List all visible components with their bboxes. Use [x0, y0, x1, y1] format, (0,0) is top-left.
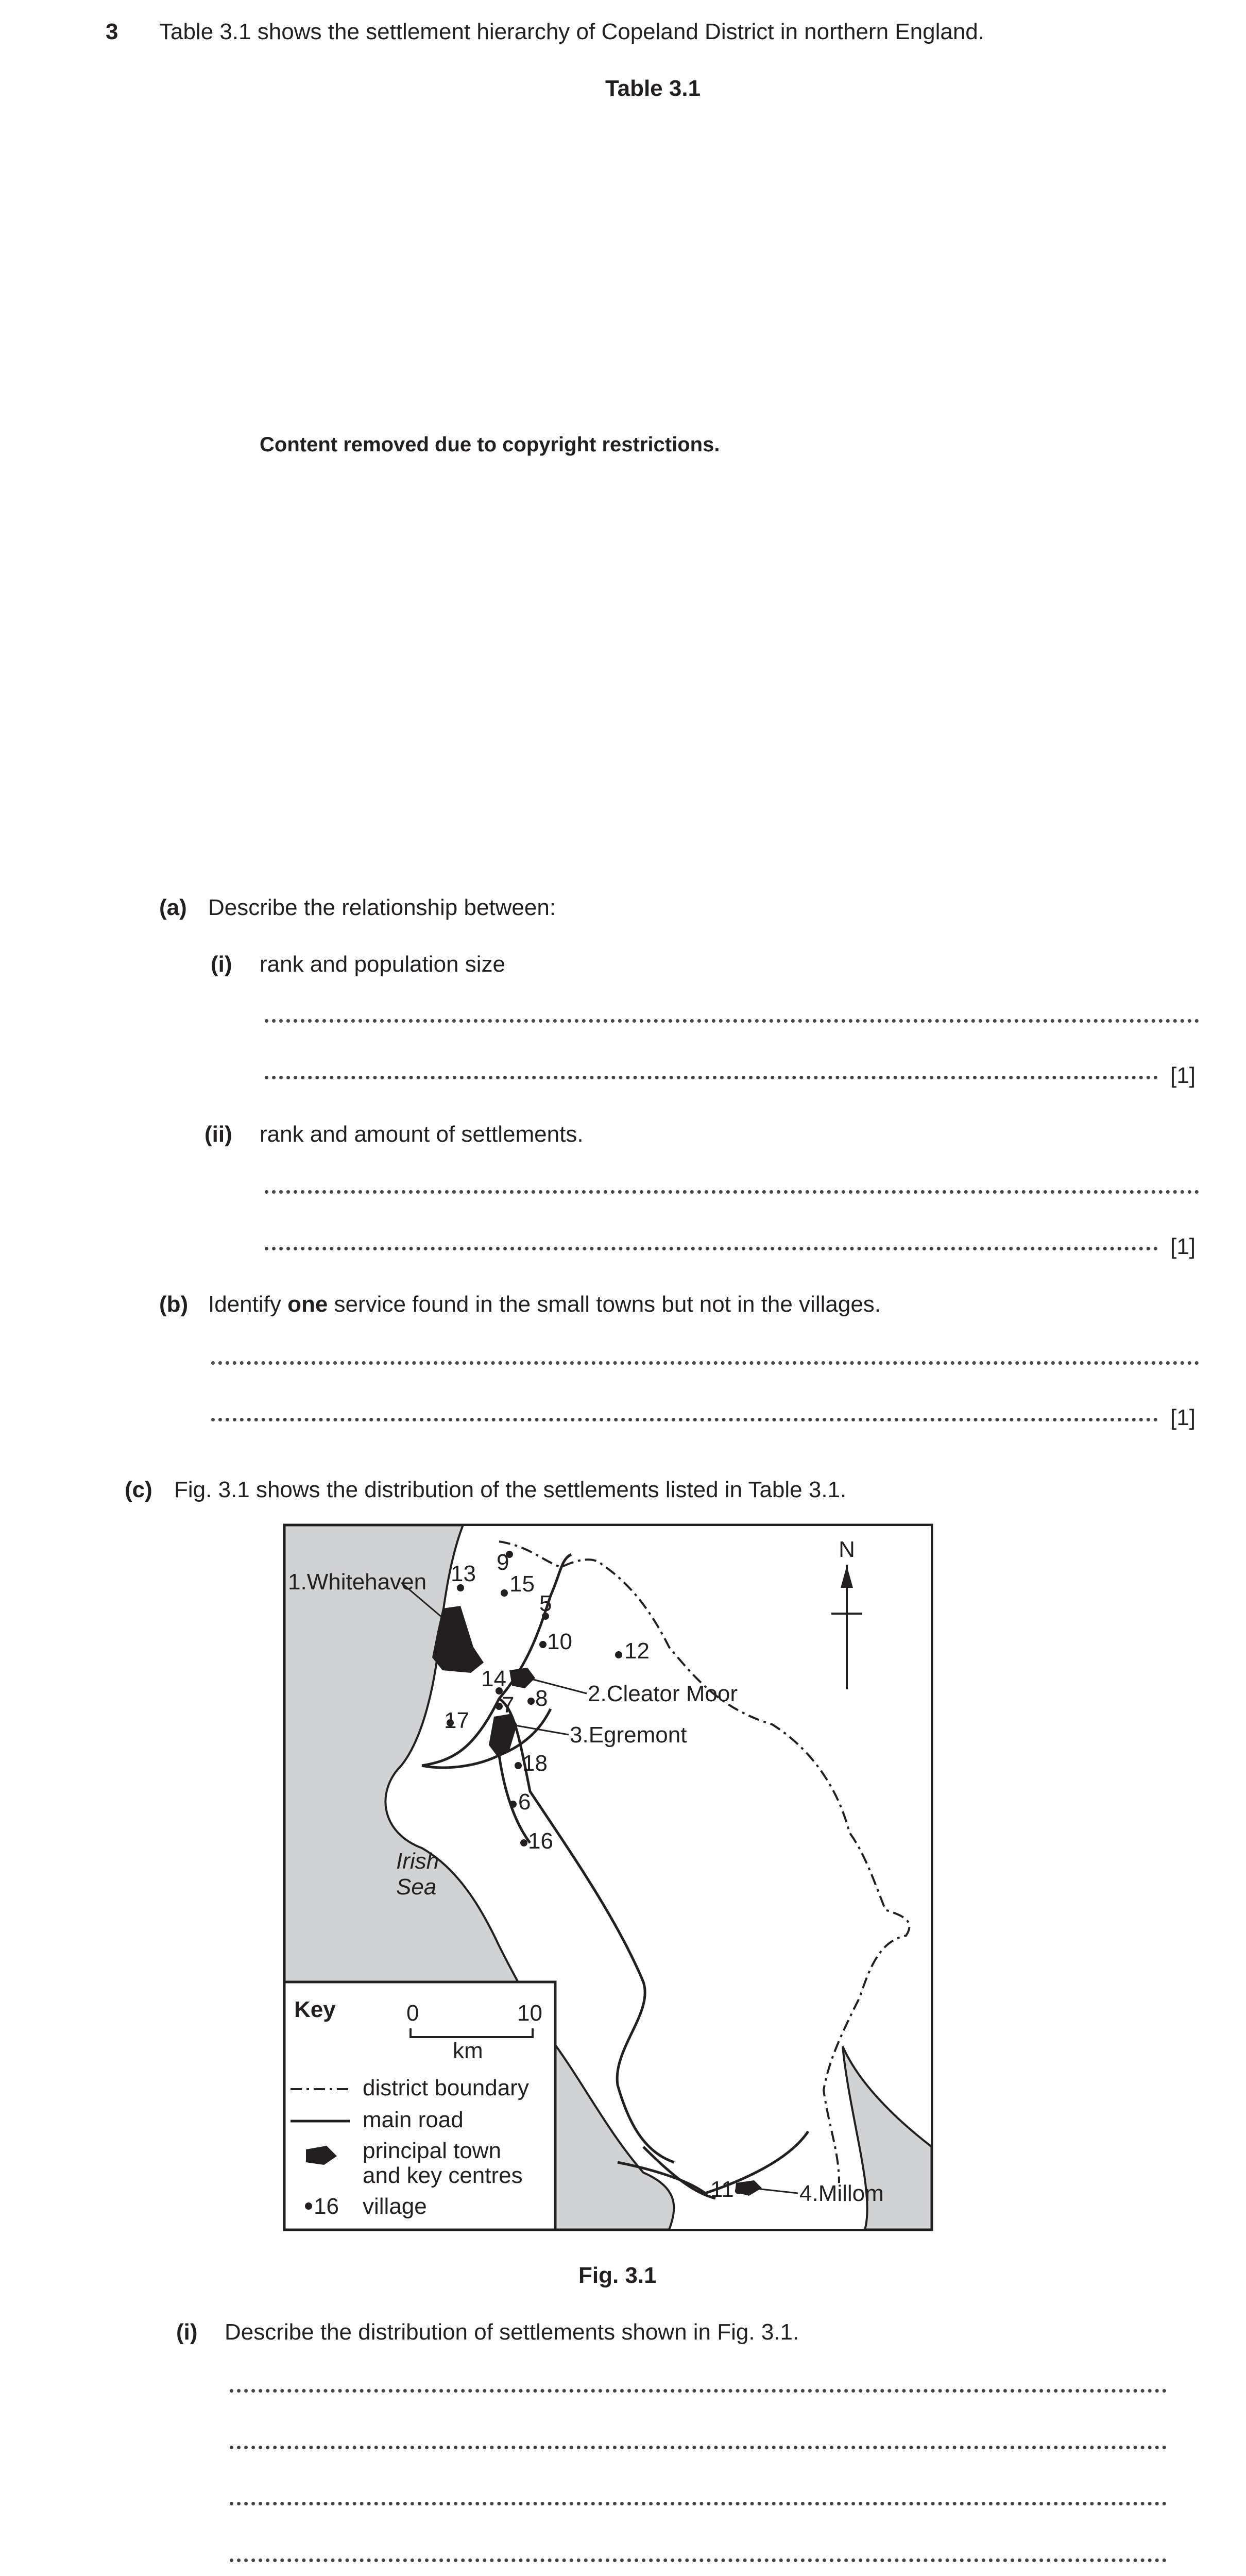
answer-line-a-ii-2[interactable]	[265, 1247, 1158, 1250]
answer-line-a-i-1[interactable]	[265, 1019, 1199, 1023]
marks-a-ii: [1]	[1170, 1234, 1196, 1259]
village-dot	[615, 1651, 622, 1658]
key-town-label-1: principal town	[363, 2138, 502, 2163]
question-intro: Table 3.1 shows the settlement hierarchy of Copeland District in northern England.	[159, 19, 984, 44]
village-dot	[520, 1839, 527, 1846]
village-dot	[539, 1641, 547, 1648]
key-village-number: 16	[314, 2194, 339, 2219]
answer-line-c-i-4[interactable]	[230, 2558, 1167, 2562]
part-c-i-label: (i)	[176, 2319, 198, 2345]
label-whitehaven: 1.Whitehaven	[288, 1569, 427, 1595]
village-label-7: 7	[502, 1692, 515, 1718]
key-road-label: main road	[363, 2107, 464, 2132]
answer-line-b-2[interactable]	[211, 1418, 1158, 1421]
answer-line-a-i-2[interactable]	[265, 1076, 1158, 1079]
sea-label-line2: Sea	[396, 1874, 437, 1900]
part-a-ii-text: rank and amount of settlements.	[260, 1122, 584, 1147]
village-label-9: 9	[497, 1550, 509, 1575]
north-label: N	[839, 1537, 855, 1562]
marks-a-i: [1]	[1170, 1063, 1196, 1088]
village-dot	[501, 1589, 508, 1597]
village-dot	[527, 1698, 535, 1705]
settlement-map	[283, 1523, 933, 2231]
village-label-10: 10	[547, 1629, 572, 1654]
village-label-8: 8	[535, 1686, 548, 1711]
village-dot	[509, 1801, 517, 1808]
map-key	[284, 1982, 555, 2230]
key-village-label: village	[363, 2194, 427, 2219]
village-label-5: 5	[539, 1591, 552, 1616]
village-label-11: 11	[710, 2177, 734, 2202]
village-label-17: 17	[444, 1708, 469, 1733]
answer-line-c-i-3[interactable]	[230, 2502, 1167, 2505]
village-label-15: 15	[509, 1571, 535, 1597]
village-label-6: 6	[518, 1789, 531, 1815]
answer-line-b-1[interactable]	[211, 1361, 1199, 1365]
village-dot	[735, 2187, 742, 2194]
village-label-12: 12	[624, 1638, 650, 1664]
part-c-text: Fig. 3.1 shows the distribution of the settlements listed in Table 3.1.	[174, 1477, 847, 1502]
village-dot	[515, 1762, 522, 1769]
answer-line-c-i-1[interactable]	[230, 2389, 1167, 2393]
figure-caption: Fig. 3.1	[578, 2263, 657, 2288]
part-b-emphasis: one	[287, 1292, 328, 1317]
part-a-prompt: Describe the relationship between:	[208, 895, 556, 920]
copyright-notice: Content removed due to copyright restrictions.	[260, 433, 720, 456]
part-c-i-text: Describe the distribution of settlements shown in Fig. 3.1.	[225, 2319, 799, 2345]
part-a-label: (a)	[159, 895, 187, 920]
answer-line-c-i-2[interactable]	[230, 2446, 1167, 2449]
marks-b: [1]	[1170, 1405, 1196, 1430]
answer-line-a-ii-1[interactable]	[265, 1190, 1199, 1194]
key-scale-unit: km	[453, 2038, 483, 2063]
part-a-ii-label: (ii)	[204, 1122, 232, 1147]
village-label-13: 13	[451, 1561, 476, 1586]
part-b-label: (b)	[159, 1292, 189, 1317]
part-a-i-label: (i)	[211, 952, 232, 977]
question-number: 3	[106, 19, 118, 44]
key-scale-start: 0	[406, 2001, 419, 2026]
part-c-label: (c)	[125, 1477, 152, 1502]
key-boundary-label: district boundary	[363, 2075, 529, 2100]
label-millom: 4.Millom	[799, 2181, 884, 2206]
key-title: Key	[294, 1997, 336, 2022]
label-cleator-moor: 2.Cleator Moor	[588, 1681, 738, 1706]
table-caption: Table 3.1	[605, 76, 701, 101]
part-a-i-text: rank and population size	[260, 952, 505, 977]
label-egremont: 3.Egremont	[570, 1722, 687, 1748]
key-scale-end: 10	[517, 2001, 542, 2026]
key-village-symbol	[305, 2202, 312, 2210]
village-label-14: 14	[481, 1666, 506, 1691]
part-b-question: Identify one service found in the small towns but not in the villages.	[208, 1292, 881, 1317]
sea-label-line1: Irish	[396, 1849, 439, 1874]
village-label-18: 18	[522, 1751, 548, 1776]
village-label-16: 16	[528, 1828, 553, 1854]
key-town-label-2: and key centres	[363, 2163, 523, 2188]
